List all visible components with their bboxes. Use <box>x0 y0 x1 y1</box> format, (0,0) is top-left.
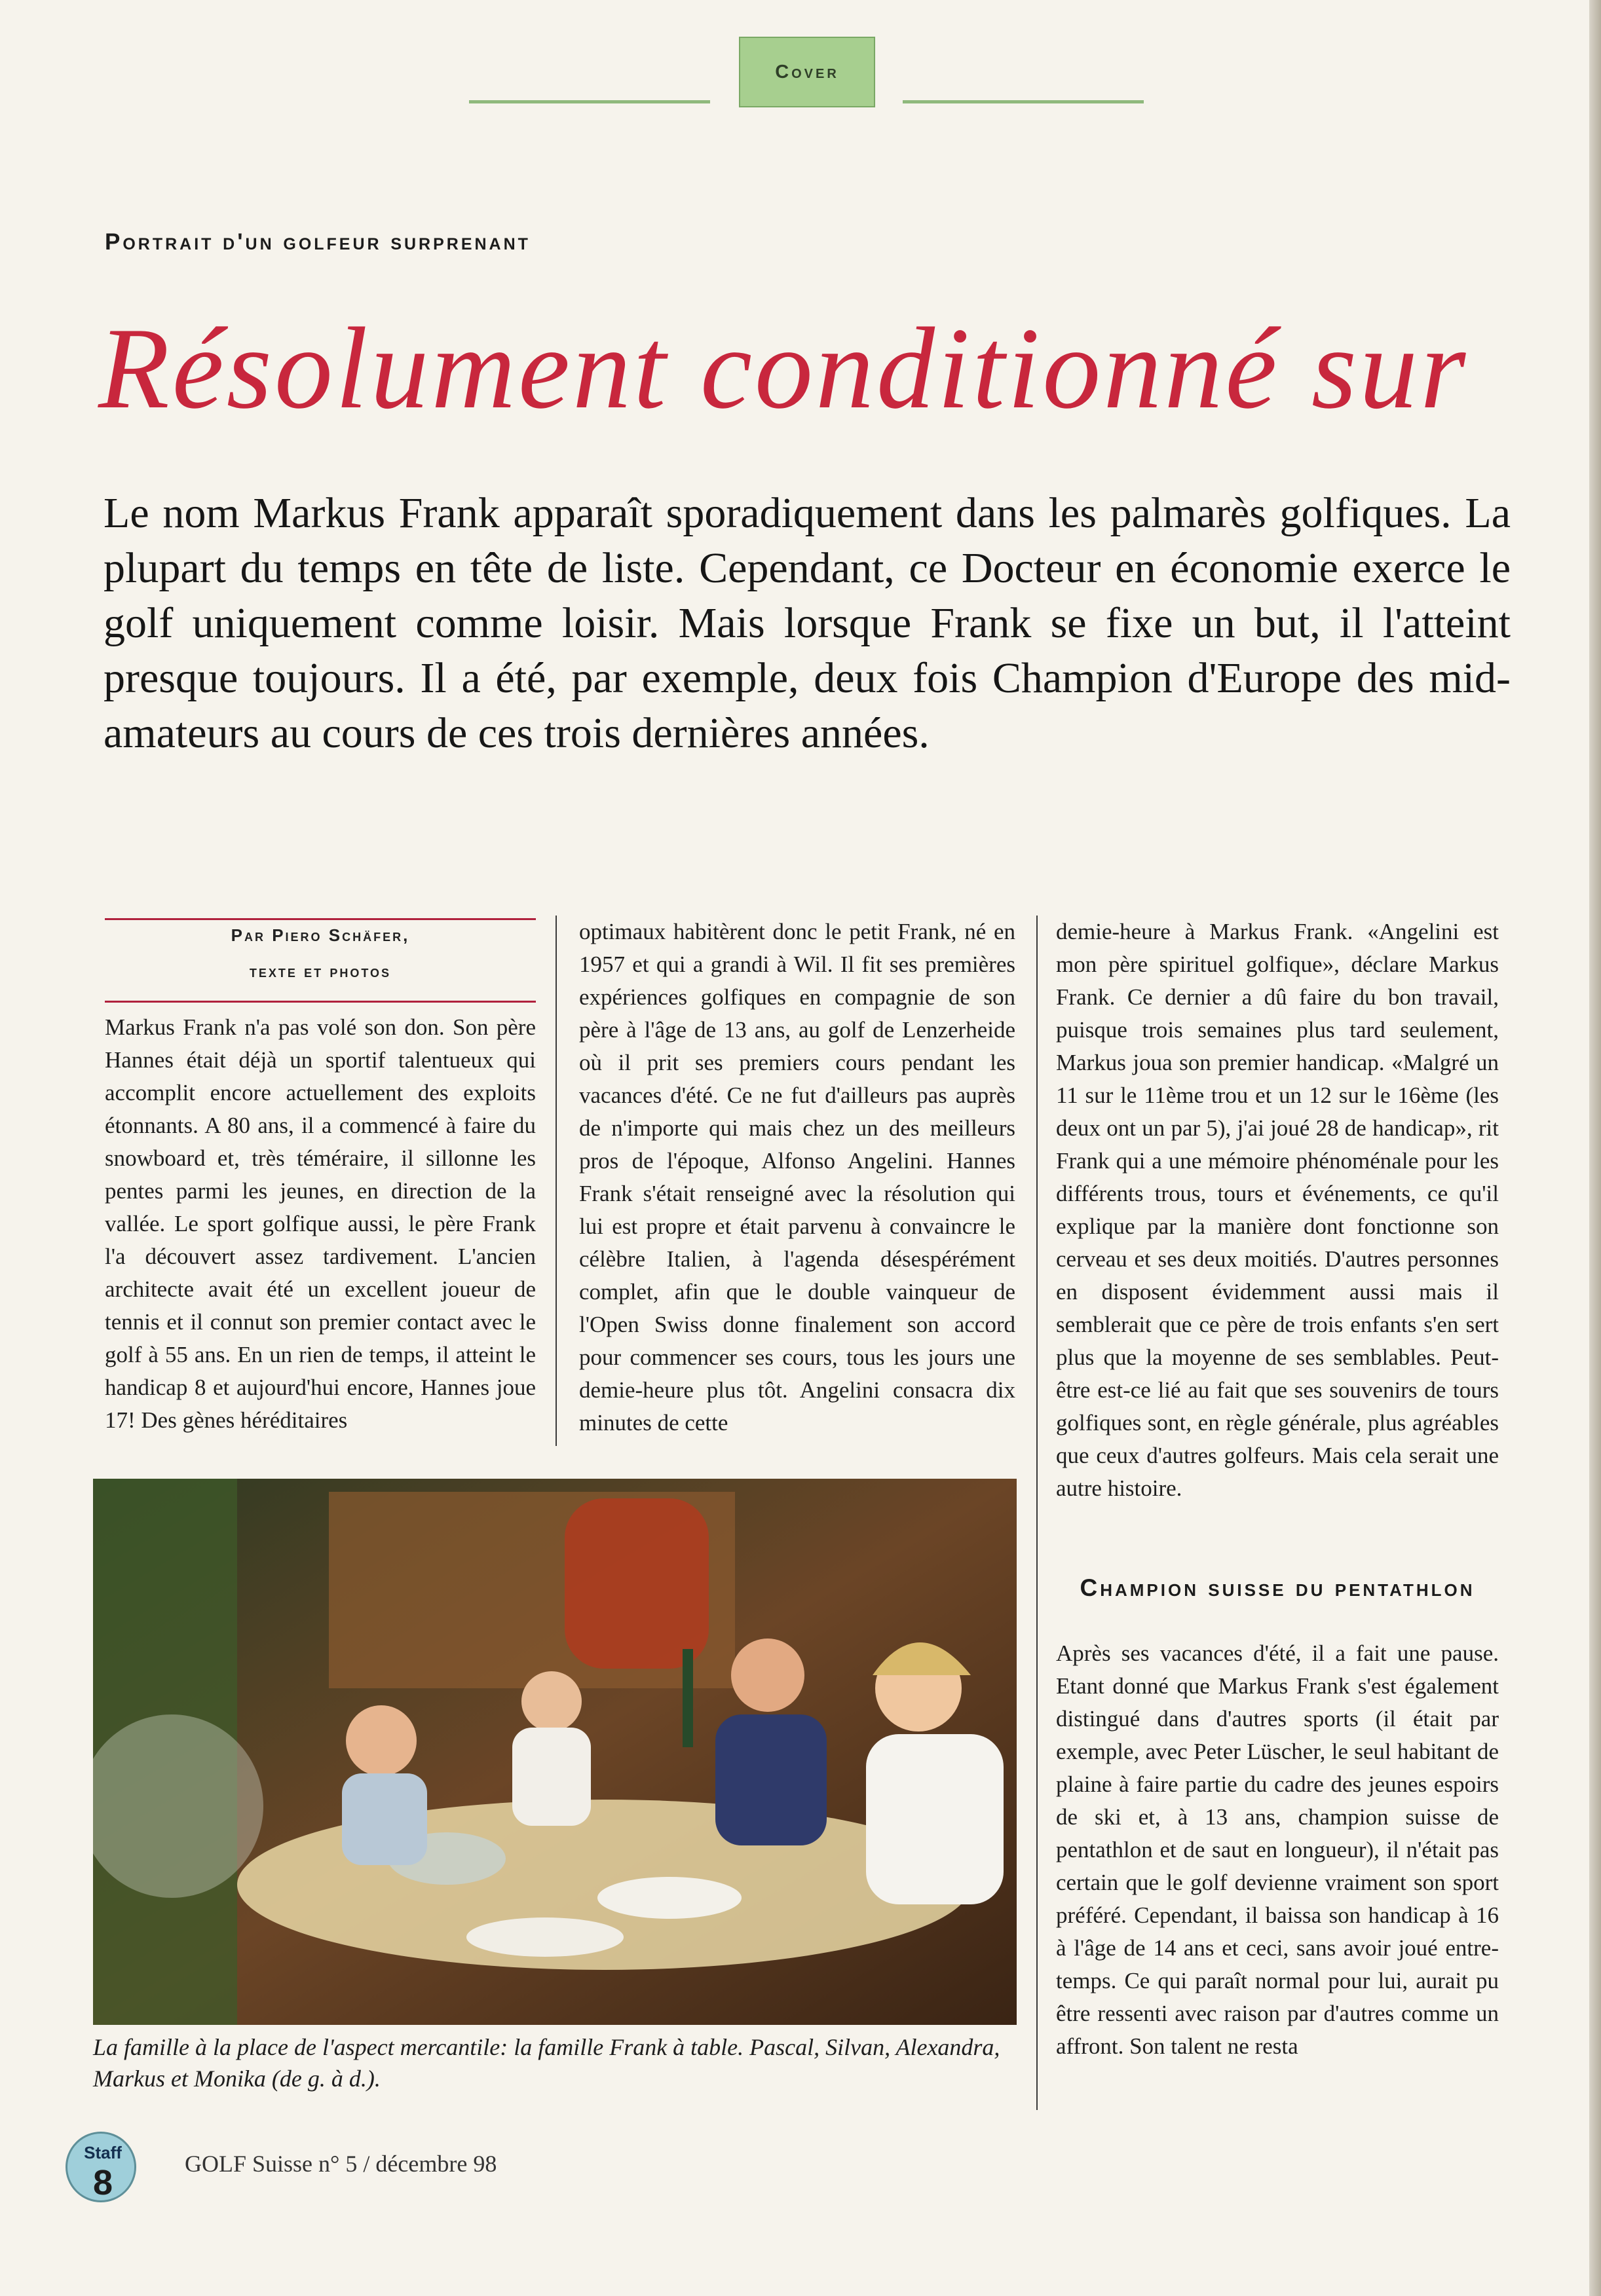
column-rule-1 <box>556 916 557 1446</box>
byline-credit: texte et photos <box>249 961 392 981</box>
family-photo <box>93 1479 1017 2025</box>
byline-rule-bottom <box>105 1001 536 1003</box>
badge-brand: Staff <box>84 2143 122 2162</box>
section-tab: Cover <box>739 37 875 107</box>
article-column-3: demie-heure à Markus Frank. «Angelini est mon père spirituel golfique», déclare Markus Frank. Ce dernier a dû faire du bon travail, puisque trois semaines plus tard seulement, Markus joua son premier handicap. «Malgré un 11 sur le 11ème trou et un 12 sur le 16ème (les deux ont un par 5), j'ai joué 28 de handicap», rit Frank qui a une mémoire phénoménale pour les différents trous, tours et événements, ce qu'il explique par la manière dont fonctionne son cerveau et ses deux moitiés. D'autres personnes en disposent évidemment aussi mais il semblerait que ce père de trois enfants s'en sert plus que la moyenne de ses semblables. Peut-être est-ce lié au fait que ses souvenirs de tours golfiques sont, en règle générale, plus agréables que ceux d'autres golfeurs. Mais cela serait une autre histoire. <box>1056 919 1499 1501</box>
page-number: 8 <box>92 2163 113 2202</box>
tab-rule-left <box>469 100 710 103</box>
byline-rule-top <box>105 918 536 920</box>
byline-author: Par Piero Schäfer, <box>231 925 410 945</box>
subheading: Champion suisse du pentathlon <box>1080 1574 1475 1601</box>
page-badge <box>66 2132 136 2202</box>
article-column-1: Markus Frank n'a pas volé son don. Son père Hannes était déjà un sportif talentueux qui accomplit encore actuellement des exploits étonnants. A 80 ans, il a commencé à faire du snowboard et, très téméraire, il sillonne les pentes parmi les jeunes, en direction de la vallée. Le sport golfique aussi, le père Frank l'a découvert assez tardivement. L'ancien architecte avait été un excellent joueur de tennis et il connut son premier contact avec le golf à 55 ans. En un rien de temps, il atteint le handicap 8 et aujourd'hui encore, Hannes joue 17! Des gènes héréditaires <box>105 1014 536 1433</box>
photo-caption: La famille à la place de l'aspect mercantile: la famille Frank à table. Pascal, Silvan, Alexandra, Markus et Monika (de g. à d.). <box>93 2034 1000 2092</box>
headline: Résolument conditionné sur <box>98 303 1469 433</box>
kicker: Portrait d'un golfeur surprenant <box>105 229 531 255</box>
page-edge <box>1589 0 1601 2296</box>
column-rule-2 <box>1036 916 1038 2110</box>
tab-rule-right <box>903 100 1144 103</box>
lead-paragraph: Le nom Markus Frank apparaît sporadiquement dans les palmarès golfiques. La plupart du temps en tête de liste. Cependant, ce Docteur en économie exerce le golf uniquement comme loisir. Mais lorsque Frank se fixe un but, il l'atteint presque toujours. Il a été, par exemple, deux fois Champion d'Europe des mid-amateurs au cours de ces trois dernières années. <box>104 489 1511 757</box>
article-column-3-continued: Après ses vacances d'été, il a fait une pause. Etant donné que Markus Frank s'est également distingué dans d'autres sports (il était par exemple, avec Peter Lüscher, le seul habitant de plaine à faire partie du cadre des jeunes espoirs de ski et, à 13 ans, champion suisse de pentathlon et de saut en longueur), il n'était pas certain que le golf devienne vraiment son sport préféré. Cependant, il baissa son handicap à 16 à l'âge de 14 ans et ceci, sans avoir joué entre-temps. Ce qui paraît normal pour lui, aurait pu être ressenti avec raison par d'autres comme un affront. Son talent ne resta <box>1056 1640 1499 2059</box>
article-column-2: optimaux habitèrent donc le petit Frank, né en 1957 et qui a grandi à Wil. Il fit ses premières expériences golfiques en compagnie de son père à l'âge de 13 ans, au golf de Lenzerheide où il prit ses premiers cours pendant les vacances d'été. Ce ne fut d'ailleurs pas auprès de n'importe qui mais chez un des meilleurs pros de l'époque, Alfonso Angelini. Hannes Frank s'était renseigné avec la résolution qui lui est propre et était parvenu à convaincre le célèbre Italien, à l'agenda désespérément complet, afin que le double vainqueur de l'Open Swiss donne finalement son accord pour commencer ses cours, tous les jours une demie-heure plus tôt. Angelini consacra dix minutes de cette <box>579 919 1015 1435</box>
publication-footer: GOLF Suisse n° 5 / décembre 98 <box>185 2151 497 2177</box>
